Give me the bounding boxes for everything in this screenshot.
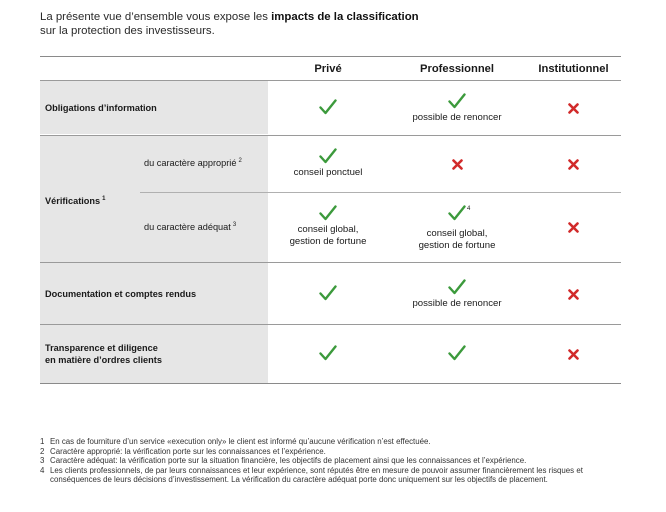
- note-possible-de-renoncer: possible de renoncer: [412, 298, 502, 309]
- row-label-obligations: Obligations d’information: [45, 103, 157, 113]
- note-gestion-de-fortune: gestion de fortune: [289, 236, 367, 247]
- footnote-ref: 2: [238, 158, 242, 164]
- cell-adequat-prive: [268, 205, 388, 248]
- note-gestion-de-fortune: gestion de fortune: [418, 240, 496, 251]
- sub-row-rule: [140, 192, 621, 193]
- intro-highlight: impacts de la classification: [271, 11, 419, 23]
- cell-transparence-professionnel: [388, 345, 526, 361]
- cross-icon: [568, 222, 579, 233]
- cell-adequat-institutionnel: [526, 222, 621, 233]
- note-conseil-global: conseil global,: [426, 228, 488, 239]
- cross-icon: [568, 289, 579, 300]
- footnotes: [40, 437, 630, 485]
- intro-text: [40, 10, 640, 38]
- check-icon: [448, 93, 466, 109]
- footnote-ref: 3: [232, 222, 237, 228]
- cell-approprie-institutionnel: [526, 159, 621, 170]
- table-top-rule: [40, 56, 621, 57]
- check-with-footnote: [448, 205, 471, 221]
- cell-approprie-professionnel: [388, 159, 526, 170]
- row-label-transparence: Transparence et diligence en matière d’ordres clients: [45, 343, 162, 365]
- note-conseil-ponctuel: conseil ponctuel: [293, 167, 363, 178]
- cell-adequat-professionnel: [388, 205, 526, 252]
- cell-documentation-institutionnel: [526, 289, 621, 300]
- row-label-documentation: Documentation et comptes rendus: [45, 289, 197, 299]
- footnote-item: 3 Caractère adéquat: la vérification porte sur la situation financière, les objectifs de placement ainsi que les connaissances et l’expérience.: [40, 456, 527, 466]
- footnote-item: 2 Caractère approprié: la vérification porte sur les connaissances et l’expérience.: [40, 446, 326, 456]
- cross-icon: [452, 159, 463, 170]
- footnote-ref: 4: [467, 206, 471, 212]
- note-possible-de-renoncer: possible de renoncer: [412, 112, 502, 123]
- cell-transparence-institutionnel: [526, 349, 621, 360]
- check-icon: [319, 285, 337, 301]
- check-icon: [448, 345, 466, 361]
- cell-obligations-institutionnel: [526, 103, 621, 114]
- note-conseil-global: conseil global,: [297, 224, 359, 235]
- footnote-item: 4 Les clients professionnels, de par leurs connaissances et leur expérience, sont réputés être en mesure de pouvoir assumer financièrement les risques et conséquences de leurs décisions d’investissement. La vérification du caractère adéquat porte donc uniquement sur les objectifs de placement.: [40, 465, 583, 485]
- table-bottom-rule: [40, 383, 621, 384]
- cell-obligations-professionnel: [388, 93, 526, 124]
- cross-icon: [568, 349, 579, 360]
- cell-approprie-prive: [268, 148, 388, 179]
- check-icon: [319, 205, 337, 221]
- cell-documentation-professionnel: [388, 279, 526, 310]
- row-label-verifications: Vérifications $^1$: [45, 196, 106, 206]
- cell-obligations-prive: [268, 99, 388, 115]
- classification-table: [40, 56, 621, 384]
- cross-icon: [568, 159, 579, 170]
- cross-icon: [568, 103, 579, 114]
- footnote-item: 1 En cas de fourniture d’un service «execution only» le client est informé qu’aucune vérification n’est effectuée.: [40, 437, 431, 446]
- column-header-professionnel: Professionnel: [420, 63, 494, 75]
- check-icon: [319, 99, 337, 115]
- cell-documentation-prive: [268, 285, 388, 301]
- check-icon: [448, 205, 466, 221]
- check-icon: [319, 148, 337, 164]
- cell-transparence-prive: [268, 345, 388, 361]
- footnote-ref: 1: [102, 196, 106, 202]
- column-header-prive: Privé: [314, 63, 342, 75]
- check-icon: [448, 279, 466, 295]
- sublabel-adequat: du caractère adéquat $^3$: [144, 222, 237, 232]
- column-header-institutionnel: Institutionnel: [538, 63, 609, 75]
- check-icon: [319, 345, 337, 361]
- intro-prefix: La présente vue d’ensemble vous expose les: [40, 11, 272, 23]
- sublabel-approprie: du caractère approprié $^2$: [144, 158, 242, 168]
- intro-line2: sur la protection des investisseurs.: [40, 25, 215, 37]
